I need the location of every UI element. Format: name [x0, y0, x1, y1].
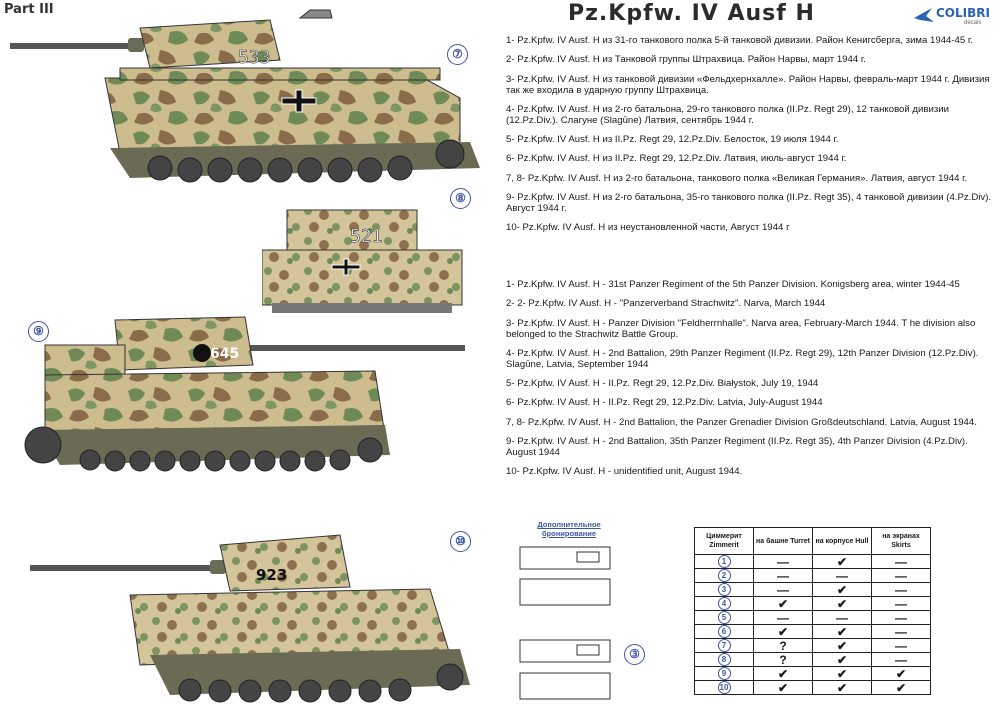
row-number-circle: 9 — [718, 667, 731, 680]
turret-mark: ? — [779, 652, 787, 667]
row-number-circle: 6 — [718, 625, 731, 638]
description-ru-9: 10- Pz.Kpfw. IV Ausf. H из неустановленной части, Август 1944 г — [506, 222, 790, 234]
row-number — [695, 625, 754, 639]
turret-cell — [754, 555, 813, 569]
zimmerit-header: Циммерит Zimmerit — [695, 528, 754, 555]
table-row — [695, 639, 931, 653]
skirts-mark: — — [895, 638, 907, 653]
tank-marker-7: ⑦ — [447, 44, 468, 65]
turret-cell — [754, 653, 813, 667]
turret-mark: — — [777, 610, 789, 625]
row-number-circle: 10 — [718, 681, 731, 694]
hull-mark: ✔ — [836, 554, 848, 569]
turret-cell — [754, 639, 813, 653]
description-ru-2: 2- Pz.Kpfw. IV Ausf. H из Танковой группы Штрахвица. Район Нарвы, март 1944 г. — [506, 54, 866, 66]
logo-sub-text: decals — [964, 20, 982, 26]
description-list-ru — [506, 35, 996, 242]
table-row — [695, 625, 931, 639]
hull-cell — [813, 639, 872, 653]
skirts-cell — [872, 681, 931, 695]
hull-cell — [813, 667, 872, 681]
turret-cell — [754, 625, 813, 639]
turret-mark: ✔ — [777, 596, 789, 611]
skirts-mark: — — [895, 554, 907, 569]
colibri-logo — [912, 2, 998, 32]
table-row — [695, 667, 931, 681]
armor-marker-3: ③ — [624, 644, 645, 665]
part-label: Part III — [4, 2, 54, 17]
page-title: Pz.Kpfw. IV Ausf H — [568, 1, 815, 26]
hull-mark: — — [836, 610, 848, 625]
hull-cell — [813, 625, 872, 639]
tank-profile-7 — [10, 8, 480, 193]
description-en-5: 5- Pz.Kpfw. IV Ausf. H - II.Pz. Regt 29, 12.Pz.Div. Białystok, July 19, 1944 — [506, 378, 819, 390]
skirts-cell — [872, 639, 931, 653]
skirts-header: на экранах Skirts — [872, 528, 931, 555]
skirts-mark: — — [895, 652, 907, 667]
description-ru-4: 4- Pz.Kpfw. IV Ausf. H из 2-го батальона, 29-го танкового полка (II.Pz. Regt 29), 12 танковой дивизии (12.Pz.Div.). Слагуне (Slagūne) Латвия, сентябрь 1944 г. — [506, 103, 949, 126]
colibri-bird-icon — [912, 4, 936, 28]
hull-cell — [813, 555, 872, 569]
skirts-mark: — — [895, 582, 907, 597]
hull-mark: — — [836, 568, 848, 583]
hull-cell — [813, 597, 872, 611]
logo-brand-text: COLIBRI — [936, 6, 990, 20]
description-en-8: 9- Pz.Kpfw. IV Ausf. H - 2nd Battalion, 35th Panzer Regiment (II.Pz. Regt 35), 4th Panzer Division (4.Pz.Div). August 1944 — [506, 436, 968, 459]
description-en-6: 6- Pz.Kpfw. IV Ausf. H - II.Pz. Regt 29, 12.Pz.Div. Latvia, July-August 1944 — [506, 397, 823, 409]
row-number-circle: 8 — [718, 653, 731, 666]
skirts-mark: ✔ — [895, 680, 907, 695]
turret-number-521: 521 — [350, 226, 383, 247]
description-en-3: 3- Pz.Kpfw. IV Ausf. H - Panzer Division "Feldherrnhalle". Narva area, February-March 1944. T he division also belonged to the Strachwitz Battle Group. — [506, 317, 976, 340]
hull-header: на корпусе Hull — [813, 528, 872, 555]
hull-mark: ✔ — [836, 680, 848, 695]
row-number — [695, 667, 754, 681]
hull-mark: ✔ — [836, 582, 848, 597]
armor-title: Дополнительное бронирование — [537, 520, 601, 538]
table-row — [695, 681, 931, 695]
hull-cell — [813, 583, 872, 597]
turret-cell — [754, 583, 813, 597]
turret-mark: — — [777, 554, 789, 569]
row-number — [695, 569, 754, 583]
skirts-mark: — — [895, 568, 907, 583]
row-number — [695, 555, 754, 569]
description-list-en — [506, 279, 996, 486]
turret-mark: — — [777, 582, 789, 597]
table-row — [695, 583, 931, 597]
hull-cell — [813, 611, 872, 625]
hull-cell — [813, 653, 872, 667]
hull-mark: ✔ — [836, 596, 848, 611]
tank-profile-10 — [30, 525, 480, 715]
turret-mark: ? — [779, 638, 787, 653]
skirts-cell — [872, 653, 931, 667]
skirts-cell — [872, 667, 931, 681]
hull-mark: ✔ — [836, 652, 848, 667]
turret-cell — [754, 597, 813, 611]
row-number — [695, 639, 754, 653]
zimmerit-table — [694, 527, 931, 695]
description-en-1: 1- Pz.Kpfw. IV Ausf. H - 31st Panzer Regiment of the 5th Panzer Division. Konigsberg area, winter 1944-45 — [506, 279, 960, 290]
turret-mark: — — [777, 568, 789, 583]
row-number-circle: 2 — [718, 569, 731, 582]
armor-drawings — [515, 545, 615, 705]
description-ru-7: 7, 8- Pz.Kpfw. IV Ausf. H из 2-го батальона, танкового полка «Великая Германия». Латвия, август 1944 г. — [506, 172, 968, 184]
skirts-cell — [872, 569, 931, 583]
hull-cell — [813, 569, 872, 583]
row-number-circle: 1 — [718, 555, 731, 568]
tank-marker-8: ⑧ — [450, 188, 471, 209]
row-number-circle: 4 — [718, 597, 731, 610]
hull-mark: ✔ — [836, 638, 848, 653]
description-ru-6: 6- Pz.Kpfw. IV Ausf. H из II.Pz. Regt 29, 12.Pz.Div. Латвия, июль-август 1944 г. — [506, 153, 847, 165]
skirts-mark: — — [895, 610, 907, 625]
hull-mark: ✔ — [836, 624, 848, 639]
description-ru-3: 3- Pz.Kpfw. IV Ausf. H из танковой дивизии «Фельдхернхалле». Район Нарвы, февраль-март 1944 г. Дивизия так же входила в ударную группу Штрахвица. — [506, 73, 990, 96]
description-ru-1: 1- Pz.Kpfw. IV Ausf. H из 31-го танкового полка 5-й танковой дивизии. Район Кенигсберга, зима 1944-45 г. — [506, 35, 973, 46]
skirts-cell — [872, 583, 931, 597]
description-en-2: 2- 2- Pz.Kpfw. IV Ausf. H - "Panzerverband Strachwitz". Narva, March 1944 — [506, 298, 826, 310]
row-number — [695, 583, 754, 597]
tank-profile-9 — [5, 305, 475, 480]
turret-number-645: 645 — [210, 346, 240, 362]
table-row — [695, 555, 931, 569]
row-number — [695, 653, 754, 667]
table-row — [695, 653, 931, 667]
skirts-mark: — — [895, 596, 907, 611]
turret-mark: ✔ — [777, 680, 789, 695]
skirts-cell — [872, 611, 931, 625]
skirts-cell — [872, 555, 931, 569]
description-en-7: 7, 8- Pz.Kpfw. IV Ausf. H - 2nd Battalion, the Panzer Grenadier Division Großdeutschland. Latvia, August 1944. — [506, 416, 977, 428]
description-en-4: 4- Pz.Kpfw. IV Ausf. H - 2nd Battalion, 29th Panzer Regiment (II.Pz. Regt 29), 12th Panzer Division (12.Pz.Div). Slagūne, Latvia, September 1944 — [506, 347, 979, 370]
turret-cell — [754, 667, 813, 681]
tank-marker-9: ⑨ — [28, 321, 49, 342]
turret-mark: ✔ — [777, 624, 789, 639]
hull-mark: ✔ — [836, 666, 848, 681]
turret-cell — [754, 681, 813, 695]
turret-number-923: 923 — [256, 566, 288, 584]
row-number-circle: 7 — [718, 639, 731, 652]
row-number-circle: 5 — [718, 611, 731, 624]
turret-mark: ✔ — [777, 666, 789, 681]
row-number — [695, 597, 754, 611]
turret-cell — [754, 569, 813, 583]
skirts-mark: — — [895, 624, 907, 639]
turret-number-533: 533 — [238, 47, 271, 68]
row-number — [695, 611, 754, 625]
description-ru-8: 9- Pz.Kpfw. IV Ausf. H из 2-го батальона, 35-го танкового полка (II.Pz. Regt 35), 4 танковой дивизии (4.Pz.Div). Август 1944 г. — [506, 192, 992, 215]
table-row — [695, 611, 931, 625]
description-en-9: 10- Pz.Kpfw. IV Ausf. H - unidentified unit, August 1944. — [506, 466, 743, 478]
row-number — [695, 681, 754, 695]
table-row — [695, 597, 931, 611]
row-number-circle: 3 — [718, 583, 731, 596]
table-row — [695, 569, 931, 583]
turret-header: на башне Turret — [754, 528, 813, 555]
hull-cell — [813, 681, 872, 695]
turret-cell — [754, 611, 813, 625]
description-ru-5: 5- Pz.Kpfw. IV Ausf. H из II.Pz. Regt 29, 12.Pz.Div. Белосток, 19 июля 1944 г. — [506, 134, 839, 146]
skirts-mark: ✔ — [895, 666, 907, 681]
tank-marker-10: ⑩ — [450, 531, 471, 552]
skirts-cell — [872, 597, 931, 611]
skirts-cell — [872, 625, 931, 639]
